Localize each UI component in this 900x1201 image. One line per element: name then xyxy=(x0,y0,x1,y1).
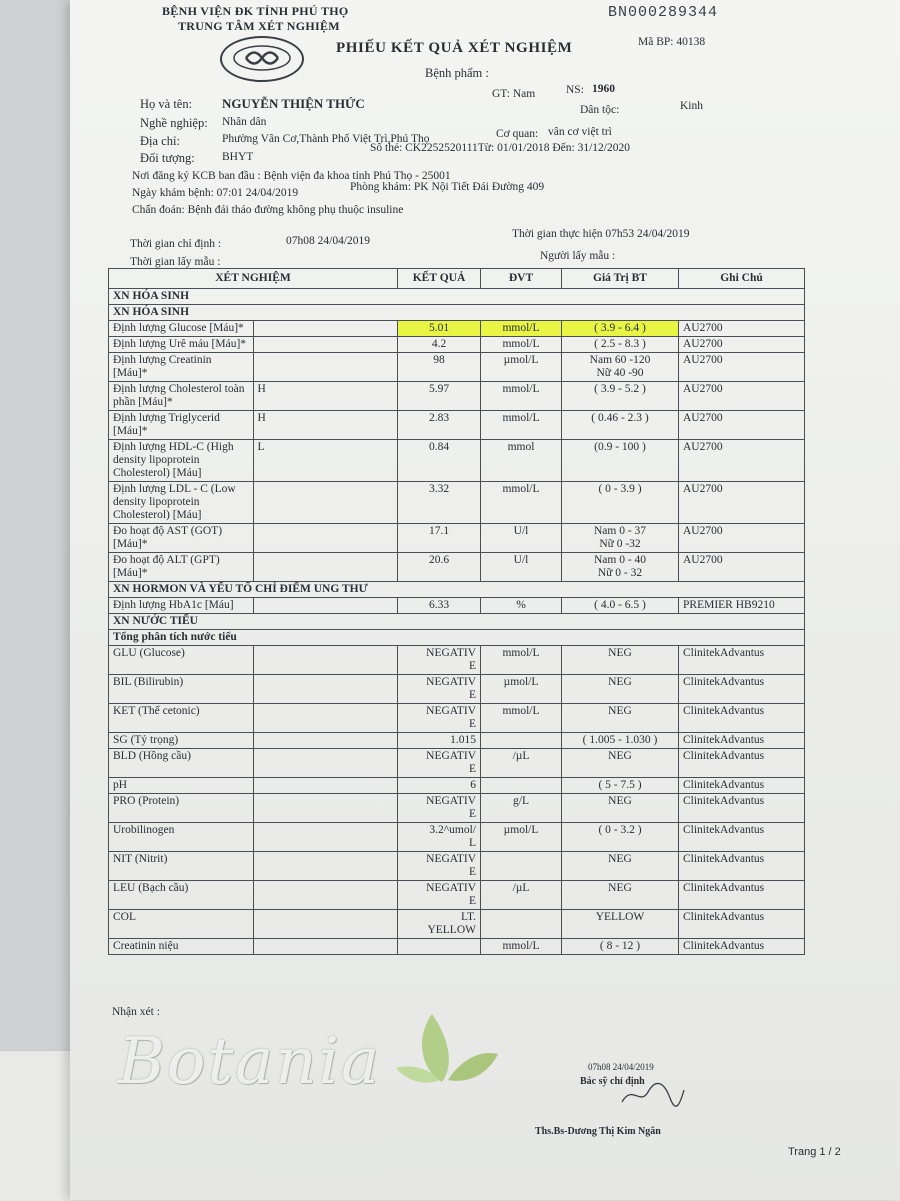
result-unit: U/l xyxy=(481,524,562,553)
result-flag xyxy=(253,646,398,675)
col-note-header: Ghi Chú xyxy=(679,269,805,289)
result-value: 3.2^umol/ L xyxy=(398,823,481,852)
note: ClinitekAdvantus xyxy=(679,794,805,823)
result-unit: mmol/L xyxy=(481,704,562,733)
birth-year: 1960 xyxy=(592,83,615,95)
table-row xyxy=(109,411,805,440)
col-result-header: KẾT QUẢ xyxy=(398,269,481,289)
result-value: 2.83 xyxy=(398,411,481,440)
test-name: Định lượng Triglycerid [Máu]* xyxy=(109,411,254,440)
table-row xyxy=(109,704,805,733)
results-table xyxy=(108,268,805,955)
result-flag xyxy=(253,524,398,553)
gender: GT: Nam xyxy=(492,88,536,100)
result-value: 17.1 xyxy=(398,524,481,553)
note: ClinitekAdvantus xyxy=(679,749,805,778)
department-code: Mã BP: 40138 xyxy=(638,36,706,48)
table-row xyxy=(109,482,805,524)
signer-name: Ths.Bs-Dương Thị Kim Ngân xyxy=(535,1126,661,1137)
table-row xyxy=(109,353,805,382)
note: ClinitekAdvantus xyxy=(679,675,805,704)
result-flag xyxy=(253,598,398,614)
result-flag xyxy=(253,482,398,524)
result-unit: mmol/L xyxy=(481,939,562,955)
table-row xyxy=(109,553,805,582)
result-value: 4.2 xyxy=(398,337,481,353)
note: ClinitekAdvantus xyxy=(679,733,805,749)
reference-range: Nam 0 - 37 Nữ 0 -32 xyxy=(562,524,679,553)
note: ClinitekAdvantus xyxy=(679,646,805,675)
col-ref-header: Giá Trị BT xyxy=(562,269,679,289)
result-unit xyxy=(481,778,562,794)
remark-label: Nhận xét : xyxy=(112,1006,160,1018)
result-unit: mmol xyxy=(481,440,562,482)
result-unit: µmol/L xyxy=(481,675,562,704)
job-label: Nghề nghiệp: xyxy=(140,116,208,130)
reference-range: ( 0.46 - 2.3 ) xyxy=(562,411,679,440)
agency-label: Cơ quan: xyxy=(496,128,539,140)
result-value: 5.01 xyxy=(398,321,481,337)
test-name: PRO (Protein) xyxy=(109,794,254,823)
reference-range: NEG xyxy=(562,881,679,910)
result-unit: U/l xyxy=(481,553,562,582)
result-flag xyxy=(253,353,398,382)
hospital-name: BỆNH VIỆN ĐK TỈNH PHÚ THỌ xyxy=(162,4,349,18)
result-flag xyxy=(253,852,398,881)
result-unit: g/L xyxy=(481,794,562,823)
result-flag xyxy=(253,939,398,955)
test-name: BLD (Hồng cầu) xyxy=(109,749,254,778)
reference-range: ( 3.9 - 6.4 ) xyxy=(562,321,679,337)
note: AU2700 xyxy=(679,440,805,482)
ethnicity-label: Dân tộc: xyxy=(580,104,620,116)
section-hormone: XN HORMON VÀ YẾU TỐ CHỈ ĐIỂM UNG THƯ xyxy=(109,582,805,598)
note: PREMIER HB9210 xyxy=(679,598,805,614)
table-row xyxy=(109,749,805,778)
result-flag: H xyxy=(253,411,398,440)
reference-range: Nam 60 -120 Nữ 40 -90 xyxy=(562,353,679,382)
table-row xyxy=(109,524,805,553)
ethnicity: Kinh xyxy=(680,100,703,112)
result-flag xyxy=(253,733,398,749)
reference-range: Nam 0 - 40 Nữ 0 - 32 xyxy=(562,553,679,582)
result-value: 5.97 xyxy=(398,382,481,411)
test-name: Urobilinogen xyxy=(109,823,254,852)
note: ClinitekAdvantus xyxy=(679,910,805,939)
test-name: Định lượng Cholesterol toàn phần [Máu]* xyxy=(109,382,254,411)
test-name: Định lượng LDL - C (Low density lipoprotein Cholesterol) [Máu] xyxy=(109,482,254,524)
table-row xyxy=(109,337,805,353)
test-name: Định lượng HbA1c [Máu] xyxy=(109,598,254,614)
test-name: NIT (Nitrit) xyxy=(109,852,254,881)
diagnosis: Chẩn đoán: Bệnh đái tháo đường không phụ thuộc insuline xyxy=(132,204,404,216)
section-urinalysis: Tổng phân tích nước tiểu xyxy=(109,630,805,646)
hospital-logo xyxy=(220,36,304,82)
result-unit xyxy=(481,733,562,749)
col-unit-header: ĐVT xyxy=(481,269,562,289)
result-unit: mmol/L xyxy=(481,411,562,440)
result-unit: mmol/L xyxy=(481,482,562,524)
table-row xyxy=(109,321,805,337)
section-row xyxy=(109,582,805,598)
test-name: Creatinin niệu xyxy=(109,939,254,955)
note: AU2700 xyxy=(679,353,805,382)
exam-date: Ngày khám bệnh: 07:01 24/04/2019 xyxy=(132,187,299,199)
reference-range: ( 4.0 - 6.5 ) xyxy=(562,598,679,614)
insurance-card: Số thẻ: CK2252520111Từ: 01/01/2018 Đến: 31/12/2020 xyxy=(370,142,630,154)
result-unit: % xyxy=(481,598,562,614)
result-flag xyxy=(253,823,398,852)
result-flag xyxy=(253,704,398,733)
sample-time-label: Thời gian lấy mẫu : xyxy=(130,256,221,268)
reference-range: NEG xyxy=(562,646,679,675)
result-flag xyxy=(253,910,398,939)
result-unit: µmol/L xyxy=(481,353,562,382)
test-name: SG (Tỷ trọng) xyxy=(109,733,254,749)
test-name: Định lượng Urê máu [Máu]* xyxy=(109,337,254,353)
note: AU2700 xyxy=(679,524,805,553)
result-flag xyxy=(253,553,398,582)
reference-range: NEG xyxy=(562,852,679,881)
specimen-label: Bệnh phẩm : xyxy=(425,66,489,80)
reference-range: NEG xyxy=(562,675,679,704)
sampler-label: Người lấy mẫu : xyxy=(540,250,616,262)
note: AU2700 xyxy=(679,411,805,440)
result-flag xyxy=(253,337,398,353)
section-urine: XN NƯỚC TIỂU xyxy=(109,614,805,630)
result-unit: mmol/L xyxy=(481,337,562,353)
test-name: pH xyxy=(109,778,254,794)
note: ClinitekAdvantus xyxy=(679,823,805,852)
note: AU2700 xyxy=(679,382,805,411)
object-label: Đối tượng: xyxy=(140,151,195,165)
result-flag xyxy=(253,321,398,337)
section-row xyxy=(109,630,805,646)
result-unit: mmol/L xyxy=(481,646,562,675)
sign-role: Bác sỹ chỉ định xyxy=(580,1076,645,1087)
page-number: Trang 1 / 2 xyxy=(788,1146,841,1158)
table-row xyxy=(109,823,805,852)
result-unit: mmol/L xyxy=(481,321,562,337)
note: AU2700 xyxy=(679,321,805,337)
test-name: Định lượng HDL-C (High density lipoprotein Cholesterol) [Máu] xyxy=(109,440,254,482)
result-unit: /µL xyxy=(481,881,562,910)
result-value: 20.6 xyxy=(398,553,481,582)
result-unit: /µL xyxy=(481,749,562,778)
test-name: Định lượng Creatinin [Máu]* xyxy=(109,353,254,382)
table-row xyxy=(109,910,805,939)
name-label: Họ và tên: xyxy=(140,97,193,111)
table-row xyxy=(109,440,805,482)
address-label: Địa chỉ: xyxy=(140,134,180,148)
result-value: NEGATIV E xyxy=(398,852,481,881)
section-biochem-2: XN HÓA SINH xyxy=(109,305,805,321)
table-row xyxy=(109,794,805,823)
col-test-header: XÉT NGHIỆM xyxy=(109,269,398,289)
reference-range: ( 1.005 - 1.030 ) xyxy=(562,733,679,749)
section-biochem: XN HÓA SINH xyxy=(109,289,805,305)
result-flag: L xyxy=(253,440,398,482)
result-value: 3.32 xyxy=(398,482,481,524)
result-value: 1.015 xyxy=(398,733,481,749)
table-row xyxy=(109,733,805,749)
result-unit: mmol/L xyxy=(481,382,562,411)
section-row xyxy=(109,305,805,321)
reference-range: YELLOW xyxy=(562,910,679,939)
object: BHYT xyxy=(222,151,254,163)
test-name: COL xyxy=(109,910,254,939)
center-name: TRUNG TÂM XÉT NGHIỆM xyxy=(178,19,340,33)
note: ClinitekAdvantus xyxy=(679,704,805,733)
result-value: NEGATIV E xyxy=(398,881,481,910)
table-row xyxy=(109,881,805,910)
leaf-icon xyxy=(392,1010,502,1090)
kcb-registration: Nơi đăng ký KCB ban đầu : Bệnh viện đa khoa tỉnh Phú Thọ - 25001 xyxy=(132,170,451,182)
order-time-label: Thời gian chỉ định : xyxy=(130,238,222,250)
botania-watermark: Botania xyxy=(118,1025,382,1099)
result-value: NEGATIV E xyxy=(398,704,481,733)
note: ClinitekAdvantus xyxy=(679,881,805,910)
reference-range: ( 3.9 - 5.2 ) xyxy=(562,382,679,411)
reference-range: ( 8 - 12 ) xyxy=(562,939,679,955)
signature xyxy=(618,1080,688,1110)
result-value: NEGATIV E xyxy=(398,749,481,778)
agency: vân cơ việt trì xyxy=(548,126,612,138)
test-name: Đo hoạt độ ALT (GPT) [Máu]* xyxy=(109,553,254,582)
note: ClinitekAdvantus xyxy=(679,939,805,955)
result-value xyxy=(398,939,481,955)
note: ClinitekAdvantus xyxy=(679,852,805,881)
note: AU2700 xyxy=(679,553,805,582)
reference-range: NEG xyxy=(562,794,679,823)
note: AU2700 xyxy=(679,337,805,353)
perform-time: Thời gian thực hiện 07h53 24/04/2019 xyxy=(512,228,690,240)
section-row xyxy=(109,614,805,630)
sign-time: 07h08 24/04/2019 xyxy=(588,1062,654,1072)
test-name: GLU (Glucose) xyxy=(109,646,254,675)
table-row xyxy=(109,675,805,704)
birth-label: NS: xyxy=(566,84,584,96)
clinic: Phòng khám: PK Nội Tiết Đái Đường 409 xyxy=(350,181,545,193)
result-unit: µmol/L xyxy=(481,823,562,852)
test-name: KET (Thể cetonic) xyxy=(109,704,254,733)
table-row xyxy=(109,778,805,794)
result-unit xyxy=(481,910,562,939)
result-value: 0.84 xyxy=(398,440,481,482)
result-flag xyxy=(253,794,398,823)
reference-range: (0.9 - 100 ) xyxy=(562,440,679,482)
table-row xyxy=(109,598,805,614)
table-row xyxy=(109,382,805,411)
result-value: NEGATIV E xyxy=(398,794,481,823)
test-name: BIL (Bilirubin) xyxy=(109,675,254,704)
reference-range: ( 2.5 - 8.3 ) xyxy=(562,337,679,353)
section-row xyxy=(109,289,805,305)
table-row xyxy=(109,939,805,955)
reference-range: NEG xyxy=(562,749,679,778)
reference-range: NEG xyxy=(562,704,679,733)
table-header-row xyxy=(109,269,805,289)
result-value: 6.33 xyxy=(398,598,481,614)
patient-code: BN000289344 xyxy=(608,4,719,21)
result-flag xyxy=(253,749,398,778)
note: AU2700 xyxy=(679,482,805,524)
test-name: Đo hoạt độ AST (GOT) [Máu]* xyxy=(109,524,254,553)
result-flag: H xyxy=(253,382,398,411)
result-value: LT. YELLOW xyxy=(398,910,481,939)
result-flag xyxy=(253,778,398,794)
address: Phường Vân Cơ,Thành Phố Việt Trì,Phú Thọ xyxy=(222,133,430,145)
result-value: NEGATIV E xyxy=(398,646,481,675)
result-flag xyxy=(253,675,398,704)
test-name: Định lượng Glucose [Máu]* xyxy=(109,321,254,337)
reference-range: ( 5 - 7.5 ) xyxy=(562,778,679,794)
result-value: 98 xyxy=(398,353,481,382)
table-row xyxy=(109,646,805,675)
job: Nhân dân xyxy=(222,116,267,128)
reference-range: ( 0 - 3.9 ) xyxy=(562,482,679,524)
result-flag xyxy=(253,881,398,910)
reference-range: ( 0 - 3.2 ) xyxy=(562,823,679,852)
order-time: 07h08 24/04/2019 xyxy=(286,235,371,247)
patient-name: NGUYỄN THIỆN THỨC xyxy=(222,96,365,111)
note: ClinitekAdvantus xyxy=(679,778,805,794)
table-row xyxy=(109,852,805,881)
result-value: NEGATIV E xyxy=(398,675,481,704)
result-unit xyxy=(481,852,562,881)
result-value: 6 xyxy=(398,778,481,794)
test-name: LEU (Bạch cầu) xyxy=(109,881,254,910)
report-title: PHIẾU KẾT QUẢ XÉT NGHIỆM xyxy=(336,40,573,56)
